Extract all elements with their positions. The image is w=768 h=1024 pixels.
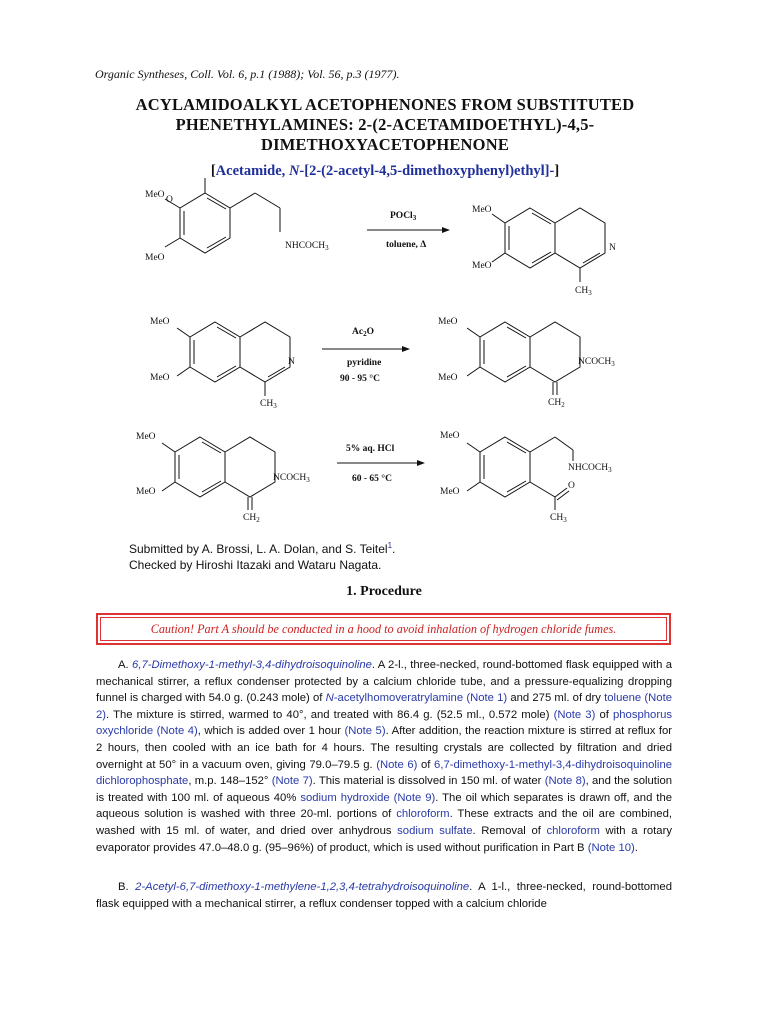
label-nhcoch3-1: $NHCOCH_3$	[285, 241, 329, 252]
caution-text: Caution! Part A should be conducted in a hood to avoid inhalation of hydrogen chloride fumes.	[100, 617, 667, 641]
pocl3-link[interactable]: phosphorus oxychloride	[96, 708, 673, 738]
label-meo-3b: MeO	[150, 373, 170, 383]
note-4-link[interactable]: (Note 4)	[156, 725, 198, 738]
note-1-link[interactable]: (Note 1)	[466, 692, 508, 705]
cas-open-bracket: [	[210, 163, 216, 179]
note-7-link[interactable]: (Note 7)	[271, 775, 313, 788]
part-b-compound-link[interactable]: 2-Acetyl-6,7-dimethoxy-1-methylene-1,2,3,4-tetrahydroisoquinoline	[135, 881, 470, 893]
label-meo-6b: MeO	[440, 487, 460, 497]
label-ncoch3-4: $NCOCH_3$	[578, 357, 615, 368]
scheme-structure-5	[162, 437, 275, 510]
dichlorophosphate-link[interactable]: 6,7-dimethoxy-1-methyl-3,4-dihydroisoquinoline dichlorophosphate	[96, 758, 673, 788]
note-2-link[interactable]: (Note 2)	[96, 692, 673, 721]
label-o-6: O	[568, 481, 575, 491]
sodium-hydroxide-link[interactable]: sodium hydroxide	[300, 791, 390, 804]
label-meo-1b: MeO	[145, 253, 165, 263]
label-n-3: N	[288, 357, 295, 367]
note-5-link[interactable]: (Note 5)	[344, 725, 386, 738]
note-10-link[interactable]: (Note 10)	[587, 841, 635, 854]
label-meo-5a: MeO	[136, 432, 156, 442]
label-meo-4b: MeO	[438, 373, 458, 383]
scheme-structure-1	[165, 178, 280, 253]
label-ch2-4: $CH_2$	[548, 398, 565, 409]
note-9-link[interactable]: (Note 9)	[393, 791, 436, 804]
submitted-text: Submitted by A. Brossi, L. A. Dolan, and S. Teitel	[129, 542, 388, 556]
sodium-sulfate-link[interactable]: sodium sulfate	[397, 824, 473, 837]
section-heading: 1. Procedure	[346, 584, 422, 599]
title-line-2: PHENETHYLAMINES: 2-(2-ACETAMIDOETHYL)-4,5-	[175, 115, 595, 134]
reaction-arrow-1	[367, 227, 450, 233]
procedure-part-b: B. 2-Acetyl-6,7-dimethoxy-1-methylene-1,2,3,4-tetrahydroisoquinoline. A 1-l., three-necked, round-bottomed flask equipped with a mechanical stirrer, a reflux condenser topped with a calcium chloride	[96, 881, 672, 910]
submitted-by	[129, 538, 395, 557]
note-8-link[interactable]: (Note 8)	[544, 775, 586, 788]
step2-conditions: pyridine	[347, 358, 382, 368]
chloroform-link[interactable]: chloroform	[396, 808, 450, 821]
cas-close-bracket: ]	[554, 163, 560, 179]
label-n-2: N	[609, 243, 616, 253]
label-meo-2b: MeO	[472, 261, 492, 271]
title-line-3: DIMETHOXYACETOPHENONE	[260, 135, 510, 154]
chloroform-link-2[interactable]: chloroform	[546, 824, 600, 837]
step2-conditions-temp: 90 - 95 °C	[340, 374, 380, 384]
step3-conditions: 60 - 65 °C	[352, 474, 392, 484]
submitted-period: .	[392, 542, 396, 556]
title-line-1: ACYLAMIDOALKYL ACETOPHENONES FROM SUBSTITUTED	[135, 95, 635, 114]
step3-reagent: 5% aq. HCl	[346, 444, 395, 454]
note-1-ref[interactable]: 1	[387, 541, 393, 550]
reaction-arrow-3	[337, 460, 425, 466]
label-meo-6a: MeO	[440, 431, 460, 441]
label-ch3-6: $CH_3$	[550, 513, 567, 524]
cas-link-text-a: Acetamide,	[215, 163, 289, 179]
reaction-arrow-2	[322, 346, 410, 352]
step1-conditions: toluene, Δ	[386, 240, 427, 250]
credits	[129, 538, 395, 573]
scheme-structure-4	[467, 322, 580, 395]
label-nhcoch3-6: $NHCOCH_3$	[568, 463, 612, 474]
procedure-part-a: A. 6,7-Dimethoxy-1-methyl-3,4-dihydroisoquinoline. A 2-l., three-necked, round-bottomed flask equipped with a mechanical stirrer, a reflux condenser protected by a calcium chloride tube, and a pressure-equalizing dropping funnel is charged with 54.0 g. (0.243 mole) of N-acetylhomoveratrylamine (Note 1) and 275 ml. of dry toluene (Note 2). The mixture is stirred, warmed to 40°, and treated with 86.4 g. (52.5 ml., 0.572 mole) (Note 3) of phosphorus oxychloride (Note 4), which is added over 1 hour (Note 5). After addition, the reaction mixture is stirred at reflux for 2 hours, then cooled with an ice bath for 4 hours. The resulting crystals are collected by filtration and dried overnight at 50° in a vacuum oven, giving 79.0–79.5 g. (Note 6) of 6,7-dimethoxy-1-methyl-3,4-dihydroisoquinoline dichlorophosphate, m.p. 148–152° (Note 7). This material is dissolved in 150 ml. of water (Note 8), and the solution is treated with 100 ml. of aqueous 40% sodium hydroxide (Note 9). The oil which separates is drawn off, and the aqueous solution is washed with three 20-ml. portions of chloroform. These extracts and the oil are combined, washed with 15 ml. of water, and dried over anhydrous sodium sulfate. Removal of chloroform with a rotary evaporator provides 47.0–48.0 g. (95–96%) of product, which is used without purification in Part B (Note 10).	[96, 659, 673, 854]
label-meo-3a: MeO	[150, 317, 170, 327]
cas-link-text-b: -[2-(2-acetyl-4,5-dimethoxyphenyl)ethyl]-	[299, 163, 555, 179]
scheme-structure-2	[492, 208, 605, 282]
citation: Organic Syntheses, Coll. Vol. 6, p.1 (1988); Vol. 56, p.3 (1977).	[95, 67, 400, 81]
label-ncoch3-5: $NCOCH_3$	[273, 473, 310, 484]
label-o-1a: O	[166, 195, 173, 205]
cas-link-italic: N	[288, 163, 300, 179]
caution-box	[96, 613, 671, 645]
note-6-link[interactable]: (Note 6)	[376, 758, 418, 771]
step1-reagent: POCl$_3$	[390, 211, 417, 222]
part-a-compound-link[interactable]: 6,7-Dimethoxy-1-methyl-3,4-dihydroisoquinoline	[132, 659, 372, 671]
step2-reagent: $Ac_2O$	[352, 327, 374, 338]
label-meo-4a: MeO	[438, 317, 458, 327]
reagent-link-acetylhomoveratrylamine[interactable]: N-acetylhomoveratrylamine	[325, 692, 464, 705]
part-b-label: B.	[118, 881, 136, 893]
label-ch3-3: $CH_3$	[260, 399, 277, 410]
label-meo-2a: MeO	[472, 205, 492, 215]
note-3-link[interactable]: (Note 3)	[553, 708, 596, 721]
part-a-label: A.	[118, 659, 133, 671]
label-meo-1a: MeO	[145, 190, 165, 200]
scheme-structure-6	[467, 437, 573, 510]
toluene-link[interactable]: toluene	[604, 692, 642, 705]
label-ch2-5: $CH_2$	[243, 513, 260, 524]
scheme-structure-3	[177, 322, 290, 396]
label-meo-5b: MeO	[136, 487, 156, 497]
label-ch3-2: $CH_3$	[575, 286, 592, 297]
checked-by: Checked by Hiroshi Itazaki and Wataru Nagata.	[129, 558, 382, 572]
